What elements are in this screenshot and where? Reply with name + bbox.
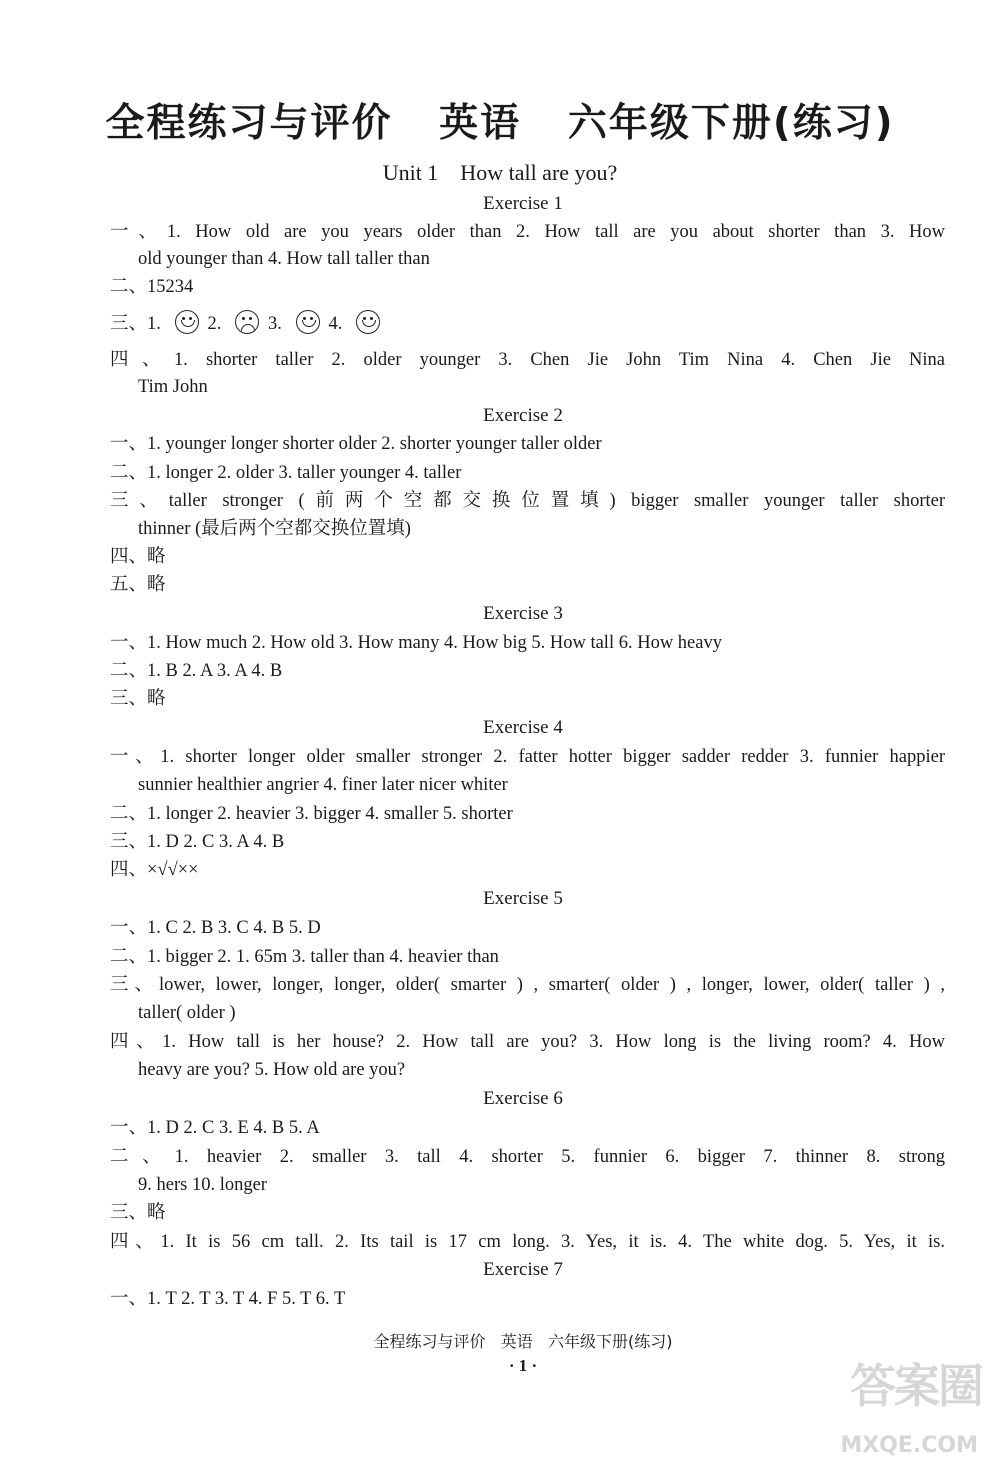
answer-line: 二、1. bigger 2. 1. 65m 3. taller than 4. heavier than (110, 947, 499, 967)
answer-line: 9. hers 10. longer (138, 1175, 267, 1195)
answer-line: 五、略 (110, 575, 166, 595)
answer-line: 三、lower, lower, longer, longer, older( smarter ) , smarter( older ) , longer, lower, older( taller ) , (110, 975, 945, 995)
answer-line: 四、1. It is 56 cm tall. 2. Its tail is 17 cm long. 3. Yes, it is. 4. The white dog. 5. Yes, it is. (110, 1232, 945, 1252)
footer-book-title: 全程练习与评价 英语 六年级下册(练习) (373, 1332, 673, 1351)
item-label: 2. (207, 314, 222, 334)
answer-line: 三、taller stronger (前两个空都交换位置填) bigger smaller younger taller shorter (110, 491, 945, 511)
answer-line: 三、1. D 2. C 3. A 4. B (110, 832, 285, 852)
smiley-face-icon (175, 310, 199, 334)
answer-line: old younger than 4. How tall taller than (138, 249, 430, 269)
exercise-heading: Exercise 2 (483, 405, 563, 426)
answer-line: 一、1. D 2. C 3. E 4. B 5. A (110, 1118, 320, 1138)
exercise-heading: Exercise 7 (483, 1259, 563, 1280)
exercise-heading: Exercise 1 (483, 193, 563, 214)
answer-line: 四、1. How tall is her house? 2. How tall are you? 3. How long is the living room? 4. How (110, 1032, 945, 1052)
answer-line: 一、1. C 2. B 3. C 4. B 5. D (110, 918, 321, 938)
sad-face-icon (235, 310, 259, 334)
item-label: 3. (268, 314, 282, 334)
answer-line: 一、1. How old are you years older than 2. How tall are you about shorter than 3. How (110, 222, 945, 242)
exercise-heading: Exercise 6 (483, 1088, 563, 1109)
page-number: · 1 · (508, 1356, 538, 1375)
exercise-heading: Exercise 3 (483, 603, 563, 624)
answer-line: heavy are you? 5. How old are you? (138, 1060, 406, 1080)
answer-line: 三、略 (110, 689, 166, 709)
item-label: 三、1. (110, 314, 161, 334)
answer-line-faces (110, 310, 945, 336)
answer-line: 一、1. T 2. T 3. T 4. F 5. T 6. T (110, 1289, 346, 1309)
watermark-site-text: MXQE.COM (840, 1433, 978, 1458)
answer-line: 二、1. heavier 2. smaller 3. tall 4. shorter 5. funnier 6. bigger 7. thinner 8. strong (110, 1147, 945, 1167)
answer-line: 二、1. longer 2. heavier 3. bigger 4. smaller 5. shorter (110, 804, 513, 824)
answer-line: 四、×√√×× (110, 860, 199, 880)
page-title: 全程练习与评价 英语 六年级下册(练习) (105, 101, 895, 146)
smiley-face-icon (356, 310, 380, 334)
answer-line: 一、1. How much 2. How old 3. How many 4. How big 5. How tall 6. How heavy (110, 633, 722, 653)
watermark-logo (840, 1350, 982, 1460)
answer-line: 二、1. longer 2. older 3. taller younger 4. taller (110, 463, 462, 483)
answer-line: Tim John (138, 377, 208, 397)
answer-line: 二、15234 (110, 277, 194, 297)
item-label: 4. (328, 314, 343, 334)
answer-line: taller( older ) (138, 1003, 236, 1023)
answer-line: 三、略 (110, 1203, 166, 1223)
answer-line: 一、1. shorter longer older smaller stronger 2. fatter hotter bigger sadder redder 3. funnier happier (110, 747, 945, 767)
watermark-logo-text: 答案圈 (850, 1359, 982, 1413)
exercise-heading: Exercise 5 (483, 888, 563, 909)
answer-line: 四、1. shorter taller 2. older younger 3. Chen Jie John Tim Nina 4. Chen Jie Nina (110, 350, 945, 370)
answer-line: sunnier healthier angrier 4. finer later nicer whiter (138, 775, 508, 795)
answer-line: 二、1. B 2. A 3. A 4. B (110, 661, 283, 681)
unit-heading: Unit 1 How tall are you? (382, 160, 618, 185)
answer-line: 四、略 (110, 547, 166, 567)
answer-line: 一、1. younger longer shorter older 2. shorter younger taller older (110, 434, 602, 454)
smiley-face-icon (296, 310, 320, 334)
answer-line: thinner (最后两个空都交换位置填) (138, 519, 411, 539)
exercise-heading: Exercise 4 (483, 717, 563, 738)
